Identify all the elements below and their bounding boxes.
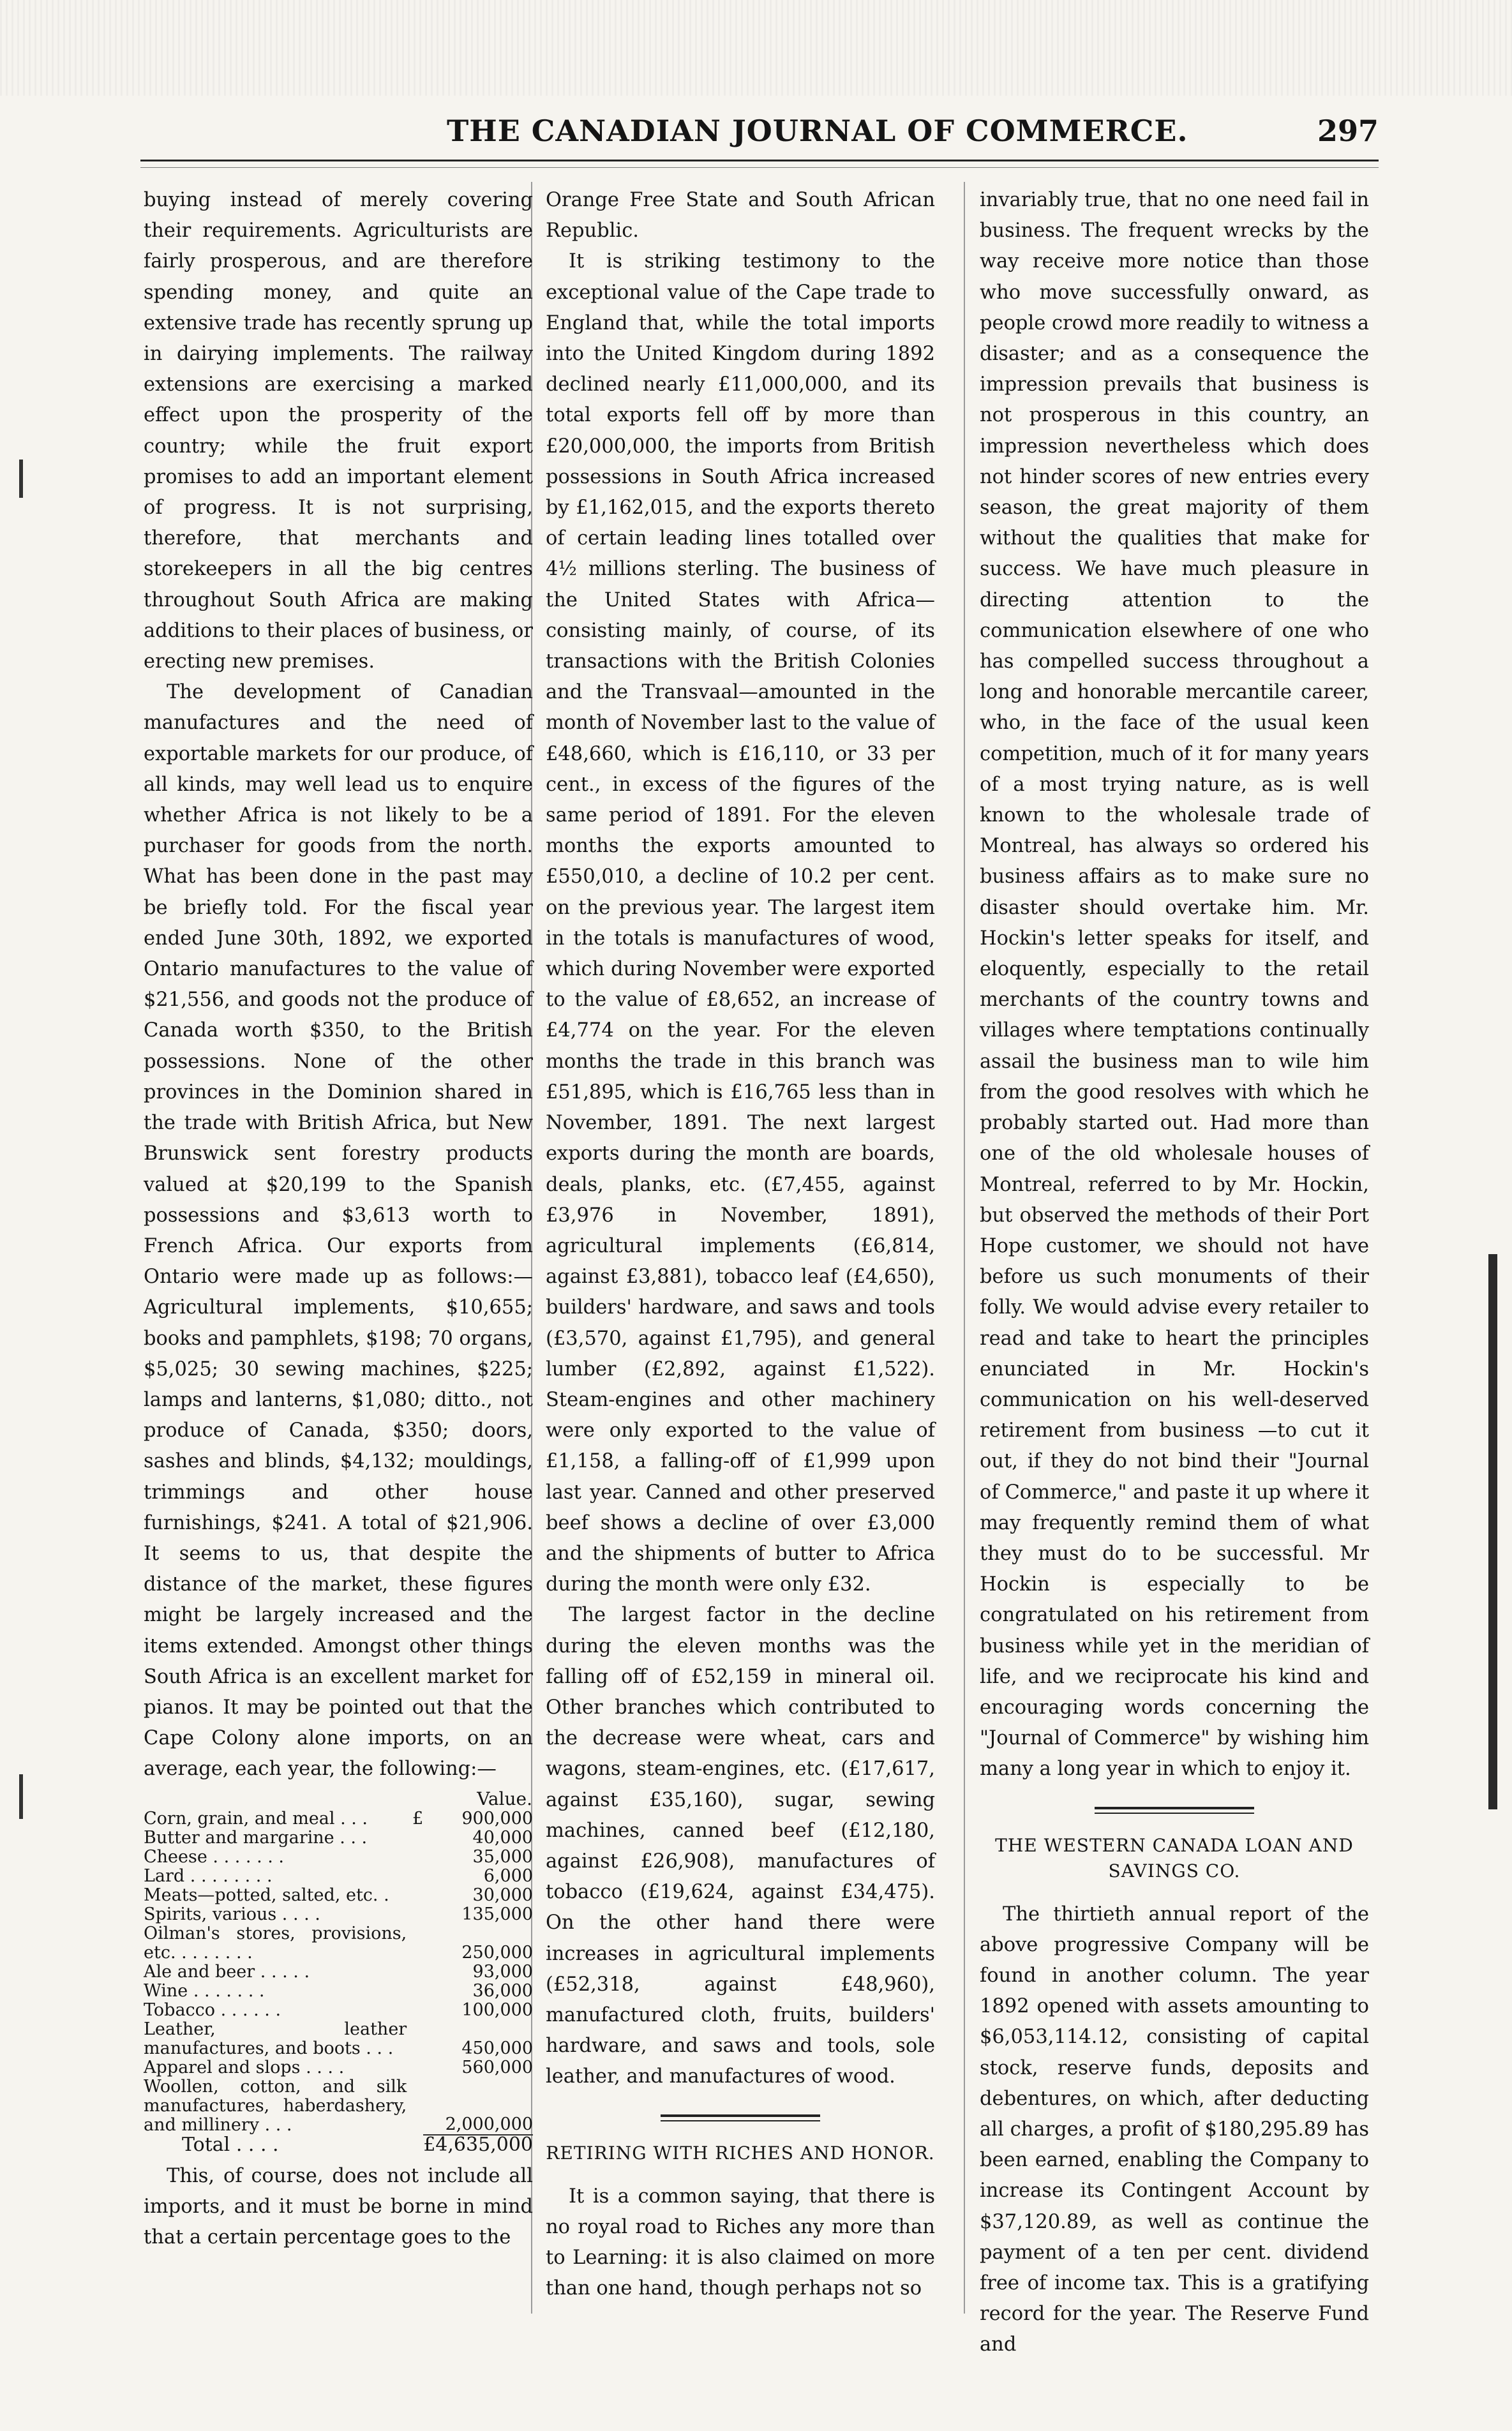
currency-symbol [407,1905,423,1924]
paragraph: The largest factor in the decline during the eleven months was the falling off of £52,159 in mineral oil. Other branches which contributed to the decrease were wheat, cars and wagons, steam-engines, etc. (£17,617, against £35,160), sugar, sewing machines, canned beef (£12,180, against £26,908), manufactures of tobacco (£19,624, against £34,475). On the other hand there were increases in agricultural implements (£52,318, against £48,960), manufactured cloth, fruits, builders' hardware, and saws and tools, sole leather, and manufactures of wood. [546,1604,935,2088]
table-row [144,1905,533,1924]
column-2 [546,185,935,2304]
item-value: 900,000 [461,1808,533,1829]
item-value: 250,000 [461,1942,533,1963]
scan-margin-mark [19,1774,23,1819]
item-name: Leather, leather manufactures, and boots . . . [144,2019,407,2058]
header-rule [140,160,1379,161]
item-value: 93,000 [472,1961,533,1982]
item-name: Oilman's stores, provisions, etc. . . . . . . . [144,1923,407,1963]
value-column-header: Value. [477,1788,532,1809]
column-3 [980,185,1369,2361]
article-heading: THE WESTERN CANADA LOAN AND SAVINGS CO. [995,1834,1354,1881]
table-row [144,1924,533,1963]
item-name: Lard . . . . . . . . [144,1866,273,1886]
item-value: 6,000 [483,1866,533,1886]
item-name: Tobacco . . . . . . [144,2000,281,2020]
paragraph: Orange Free State and South African Republic. [546,189,935,243]
journal-title: THE CANADIAN JOURNAL OF COMMERCE. [447,114,1188,148]
table-row [144,1963,533,1982]
total-row [144,2135,533,2155]
paragraph: The development of Canadian manufactures and the need of exportable markets for our produce, of all kinds, may well lead us to enquire whether Africa is not likely to be a purchaser for goods from the north. What has been done in the past may be briefly told. For the fiscal year ended June 30th, 1892, we exported Ontario manufactures to the value of $21,556, and goods not the produce of Canada worth $350, to the British possessions. None of the other provinces in the Dominion shared in the trade with British Africa, but New Brunswick sent forestry products valued at $20,199 to the Spanish possessions and $3,613 worth to French Africa. Our exports from Ontario were made up as follows:—Agricultural implements, $10,655; books and pamphlets, $198; 70 organs, $5,025; 30 sewing machines, $225; lamps and lanterns, $1,080; ditto., not produce of Canada, $350; doors, sashes and blinds, $4,132; mouldings, trimmings and other house furnishings, $241. A total of $21,906. It seems to us, that despite the distance of the market, these figures might be largely increased and the items extended. Amongst other things South Africa is an excellent market for pianos. It may be pointed out that the Cape Colony alone imports, on an average, each year, the following:— [144,681,533,1781]
item-value: 560,000 [461,2057,533,2077]
currency-symbol [407,1848,423,1867]
item-name: Woollen, cotton, and silk manufactures, haberdashery, and millinery . . . [144,2076,407,2135]
item-value: 40,000 [472,1827,533,1848]
currency-symbol [407,2001,423,2020]
scan-margin-mark [19,460,23,498]
currency-symbol [407,1829,423,1848]
paragraph: buying instead of merely covering their requirements. Agriculturists are fairly prosperous, and are therefore spending money, and quite an extensive trade has recently sprung up in dairying implements. The railway extensions are exercising a marked effect upon the prosperity of the country; while the fruit export promises to add an important element of progress. It is not surprising, therefore, that merchants and storekeepers in all the big centres throughout South Africa are making additions to their places of business, or erecting new premises. [144,189,533,673]
item-name: Cheese . . . . . . . [144,1846,284,1867]
paragraph: This, of course, does not include all imports, and it must be borne in mind that a certain percentage goes to the [144,2164,533,2248]
item-value: 100,000 [461,2000,533,2020]
header-rule-thin [140,167,1379,168]
article-heading: RETIRING WITH RICHES AND HONOR. [546,2142,935,2164]
paragraph: invariably true, that no one need fail in business. The frequent wrecks by the way receive more notice than those who move successfully onward, as people crowd more readily to witness a disaster; and as a consequence the impression prevails that business is not prosperous in this country, an impression nevertheless which does not hinder scores of new entries every season, the great majority of them without the qualities that make for success. We have much pleasure in directing attention to the communication elsewhere of one who has compelled success throughout a long and honorable mercantile career, who, in the face of the usual keen competition, much of it for many years of a most trying nature, as is well known to the wholesale trade of Montreal, has always so ordered his business affairs as to make sure no disaster should overtake him. Mr. Hockin's letter speaks for itself, and eloquently, especially to the retail merchants of the country towns and villages where temptations continually assail the business man to wile him from the good resolves with which he probably started out. Had more than one of the old wholesale houses of Montreal, referred to by Mr. Hockin, but observed the methods of their Port Hope customer, we should not have before us such monuments of their folly. We would advise every retailer to read and take to heart the principles enunciated in Mr. Hockin's communication on his well-deserved retirement from business —to cut it out, if they do not bind their "Journal of Commerce," and paste it up where it may frequently remind them of what they must do to be successful. Mr Hockin is especially to be congratulated on his retirement from business while yet in the meridian of life, and we reciprocate his kind and encouraging words concerning the "Journal of Commerce" by wishing him many a long year in which to enjoy it. [980,189,1369,1781]
table-row [144,1982,533,2001]
table-header-row [144,1789,533,1809]
table-row [144,1809,533,1829]
item-name: Spirits, various . . . . [144,1904,320,1924]
item-name: Apparel and slops . . . . [144,2057,345,2077]
item-value: 135,000 [461,1904,533,1924]
item-value: 2,000,000 [445,2114,533,2134]
total-value: £4,635,000 [423,2133,533,2156]
item-value: 450,000 [461,2038,533,2058]
currency-symbol [407,1963,423,1982]
imports-table-body [144,1809,533,2135]
page-header [140,108,1379,153]
scan-margin-bar [1488,1254,1497,1809]
paragraph: The thirtieth annual report of the above progressive Company will be found in another column. The year 1892 opened with assets amounting to $6,053,114.12, consisting of capital stock, reserve funds, deposits and debentures, on which, after deducting all charges, a profit of $180,295.89 has been earned, enabling the Company to increase its Contingent Account by $37,120.89, as well as continue the payment of a ten per cent. dividend free of income tax. This is a gratifying record for the year. The Reserve Fund and [980,1903,1369,2356]
table-row [144,1829,533,1848]
currency-symbol [407,1867,423,1886]
total-label: Total . . . . [182,2133,279,2156]
table-row [144,2077,533,2135]
item-name: Butter and margarine . . . [144,1827,368,1848]
currency-symbol [407,2058,423,2077]
table-row [144,2058,533,2077]
item-name: Ale and beer . . . . . [144,1961,310,1982]
paragraph: It is striking testimony to the exceptional value of the Cape trade to England that, while the total imports into the United Kingdom during 1892 declined nearly £11,000,000, and its total exports fell off by more than £20,000,000, the imports from British possessions in South Africa increased by £1,162,015, and the exports thereto of certain leading lines totalled over 4½ millions sterling. The business of the United States with Africa—consisting mainly, of course, of its transactions with the British Colonies and the Transvaal—amounted in the month of November last to the value of £48,660, which is £16,110, or 33 per cent., in excess of the figures of the same period of 1891. For the eleven months the exports amounted to £550,010, a decline of 10.2 per cent. on the previous year. The largest item in the totals is manufactures of wood, which during November were exported to the value of £8,652, an increase of £4,774 on the year. For the eleven months the trade in this branch was £51,895, which is £16,765 less than in November, 1891. The next largest exports during the month are boards, deals, planks, etc. (£7,455, against £3,976 in November, 1891), agricultural implements (£6,814, against £3,881), tobacco leaf (£4,650), builders' hardware, and saws and tools (£3,570, against £1,795), and general lumber (£2,892, against £1,522). Steam-engines and other machinery were only exported to the value of £1,158, a falling-off of £1,999 upon last year. Canned and other preserved beef shows a decline of over £3,000 and the shipments of butter to Africa during the month were only £32. [546,250,935,1596]
scan-noise [0,0,1512,96]
item-value: 30,000 [472,1885,533,1905]
paragraph: It is a common saying, that there is no royal road to Riches any more than to Learning: it is also claimed on more than one hand, though perhaps not so [546,2185,935,2300]
table-row [144,1867,533,1886]
item-name: Meats—potted, salted, etc. . [144,1885,389,1905]
imports-table [144,1789,533,2155]
section-divider [661,2114,820,2121]
table-row [144,1848,533,1867]
currency-symbol [407,1982,423,2001]
column-1 [144,185,533,2253]
item-name: Corn, grain, and meal . . . [144,1808,368,1829]
currency-symbol [407,1924,423,1963]
table-row [144,2001,533,2020]
table-row [144,2020,533,2058]
table-row [144,1886,533,1905]
section-divider [1095,1807,1254,1814]
item-name: Wine . . . . . . . [144,1980,265,2001]
item-value: 35,000 [472,1846,533,1867]
item-value: 36,000 [472,1980,533,2001]
currency-symbol: £ [412,1808,424,1829]
currency-symbol [407,2020,423,2058]
currency-symbol [407,1886,423,1905]
column-divider [964,182,965,2314]
currency-symbol [407,2077,423,2135]
page-number: 297 [1317,114,1379,148]
